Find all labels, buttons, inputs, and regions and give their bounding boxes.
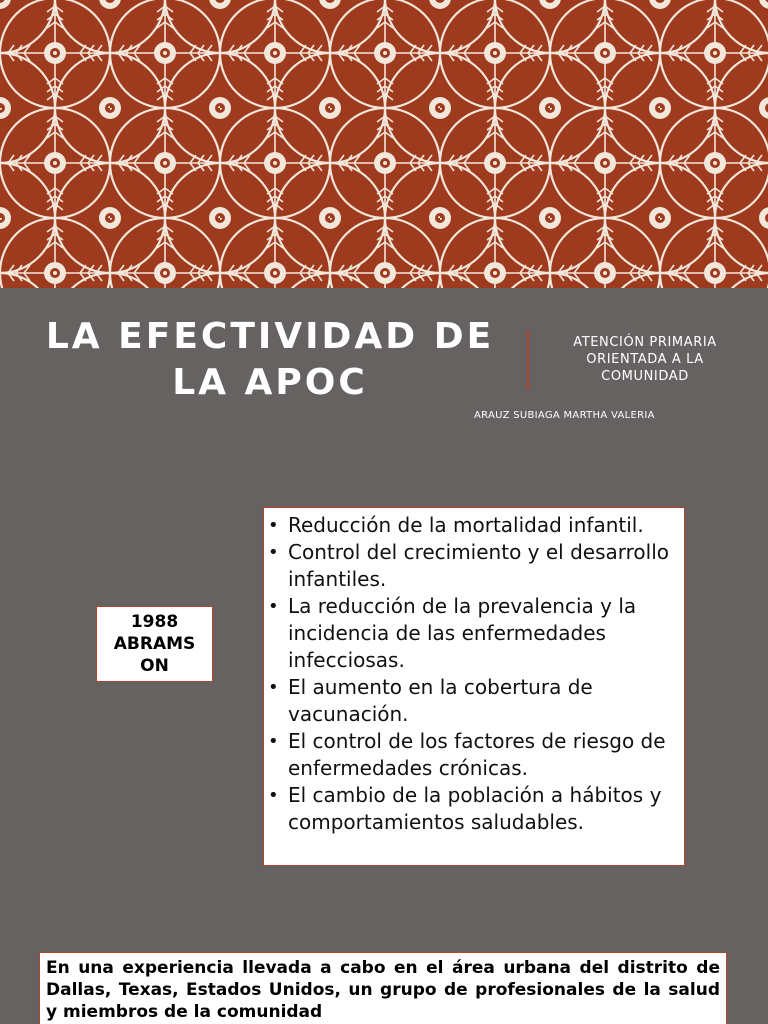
slide-subtitle xyxy=(545,334,745,385)
outcomes-list-box xyxy=(263,507,685,866)
title-line-1: LA EFECTIVIDAD DE xyxy=(45,316,495,357)
experience-text-box xyxy=(39,952,727,1024)
author-label-line-1: ABRAMS xyxy=(113,634,196,654)
subtitle-line-1: ATENCIÓN PRIMARIA xyxy=(573,335,717,350)
subtitle-line-2: ORIENTADA A LA xyxy=(586,352,704,367)
title-line-2: LA APOC xyxy=(172,362,368,403)
decorative-banner xyxy=(0,0,768,288)
author-name: ARAUZ SUBIAGA MARTHA VALERIA xyxy=(474,410,655,421)
slide-title xyxy=(20,314,520,406)
outcomes-list xyxy=(264,508,684,836)
subtitle-line-3: COMUNIDAD xyxy=(601,369,689,384)
year-author-box xyxy=(96,606,213,682)
author-label-line-2: ON xyxy=(140,656,169,676)
list-item: • Reducción de la mortalidad infantil. xyxy=(288,512,678,539)
list-item: • Control del crecimiento y el desarrollo infantiles. xyxy=(288,539,678,593)
year-label: 1988 xyxy=(130,612,179,632)
floral-pattern-icon xyxy=(0,0,768,288)
list-item: • El cambio de la población a hábitos y comportamientos saludables. xyxy=(288,782,678,836)
list-item: • El aumento en la cobertura de vacunación. xyxy=(288,674,678,728)
experience-paragraph: En una experiencia llevada a cabo en el área urbana del distrito de Dallas, Texas, Estados Unidos, un grupo de profesionales de la salud y miembros de la comunidad xyxy=(46,958,720,1022)
list-item: • La reducción de la prevalencia y la incidencia de las enfermedades infecciosas. xyxy=(288,593,678,674)
title-divider xyxy=(527,330,529,390)
list-item: • El control de los factores de riesgo de enfermedades crónicas. xyxy=(288,728,678,782)
